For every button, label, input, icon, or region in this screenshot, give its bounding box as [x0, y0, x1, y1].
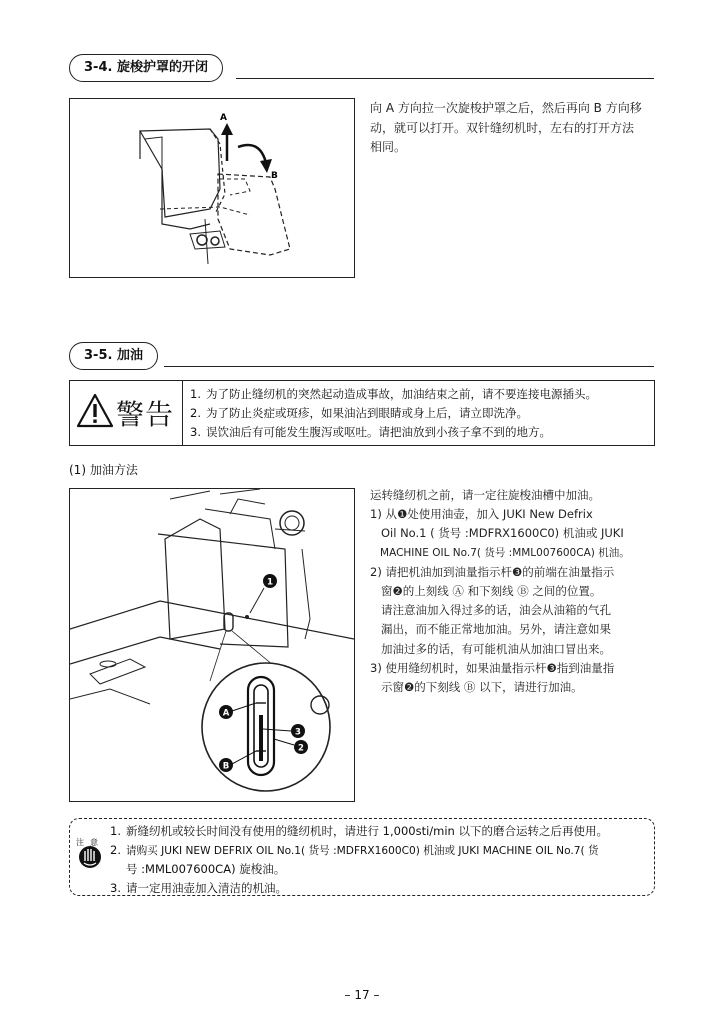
oiling-method-text: [370, 486, 630, 697]
item-text: 请一定用油壶加入清洁的机油。: [126, 880, 287, 895]
oiling-illustration: [70, 489, 354, 801]
item-text: 误饮油后有可能发生腹泻或呕吐。请把油放到小孩子拿不到的地方。: [206, 425, 551, 439]
note-item: [110, 879, 608, 898]
warning-item: [190, 404, 597, 423]
note-list: [110, 822, 608, 897]
text-line: 加油过多的话，有可能机油从加油口冒出来。: [370, 641, 611, 656]
text-line: 相同。: [370, 140, 407, 154]
section-3-4-rule: [236, 78, 654, 79]
warning-list: [190, 385, 597, 442]
item-text: 新缝纫机或较长时间没有使用的缝纫机时，请进行 1,000sti/min 以下的磨合运转之后再使用。: [126, 824, 608, 838]
caution-label: 注意: [76, 838, 104, 847]
section-3-5-rule: [164, 366, 654, 367]
text-line: 3) 使用缝纫机时，如果油量指示杆❸指到油量指: [370, 660, 615, 675]
text-line: 漏出，而不能正常地加油。另外，请注意如果: [370, 622, 611, 637]
callout-2: 2: [298, 743, 304, 754]
section-3-4-title: 3-4. 旋梭护罩的开闭: [69, 54, 223, 82]
item-number: 2.: [110, 842, 121, 857]
section-3-5-title: 3-5. 加油: [69, 342, 158, 370]
page-number: – 17 –: [344, 988, 380, 1002]
text-line: 向 A 方向拉一次旋梭护罩之后，然后再向 B 方向移: [370, 101, 642, 115]
item-number: 3.: [190, 425, 201, 439]
callout-a: A: [222, 708, 230, 719]
note-item: [110, 822, 608, 841]
item-number: 3.: [110, 880, 121, 895]
note-item: [110, 841, 608, 861]
callout-b: B: [222, 761, 230, 772]
oiling-method-subheading: (1) 加油方法: [69, 463, 138, 477]
text-line: 窗❷的上刻线 Ⓐ 和下刻线 Ⓑ 之间的位置。: [370, 584, 602, 599]
caution-note-box: [69, 818, 655, 896]
warning-title: 警告: [116, 398, 175, 431]
label-b: B: [271, 171, 278, 181]
text-line: 动，就可以打开。双针缝纫机时，左右的打开方法: [370, 120, 635, 135]
item-text: 号 :MML007600CA) 旋梭油。: [126, 862, 286, 876]
text-line: 2) 请把机油加到油量指示杆❸的前端在油量指示: [370, 564, 615, 579]
text-line: 请注意油加入得过多的话，油会从油箱的气孔: [370, 603, 611, 618]
item-text: 为了防止缝纫机的突然起动造成事故，加油结束之前，请不要连接电源插头。: [206, 387, 597, 401]
caution-hand-icon: [76, 837, 104, 873]
label-a: A: [220, 113, 227, 123]
hook-cover-figure: [69, 98, 355, 278]
item-number: 1.: [190, 387, 201, 401]
text-line: 运转缝纫机之前，请一定往旋梭油槽中加油。: [370, 488, 600, 502]
callout-1: 1: [266, 577, 274, 588]
warning-label-cell: [70, 381, 183, 445]
item-text: 为了防止炎症或斑疹，如果油沾到眼睛或身上后，请立即洗净。: [206, 406, 528, 420]
hook-cover-illustration: [70, 99, 354, 277]
warning-item: [190, 423, 597, 442]
warning-box: [69, 380, 655, 446]
warning-triangle-icon: [76, 393, 114, 429]
section-3-4-text: [370, 99, 642, 158]
item-number: 2.: [190, 406, 201, 420]
text-line: 1) 从❶处使用油壶，加入 JUKI New Defrix: [370, 507, 593, 522]
item-number: 1.: [110, 824, 121, 838]
text-line: 示窗❷的下刻线 Ⓑ 以下，请进行加油。: [370, 680, 583, 695]
callout-3: 3: [295, 727, 301, 738]
item-text: 请购买 JUKI NEW DEFRIX OIL No.1( 货号 :MDFRX1600C0) 机油或 JUKI MACHINE OIL No.7( 货: [126, 844, 599, 857]
note-item: [110, 860, 608, 879]
text-line: MACHINE OIL No.7( 货号 :MML007600CA) 机油。: [370, 546, 630, 559]
text-line: Oil No.1 ( 货号 :MDFRX1600C0) 机油或 JUKI: [370, 526, 624, 541]
warning-item: [190, 385, 597, 404]
oiling-figure: [69, 488, 355, 802]
